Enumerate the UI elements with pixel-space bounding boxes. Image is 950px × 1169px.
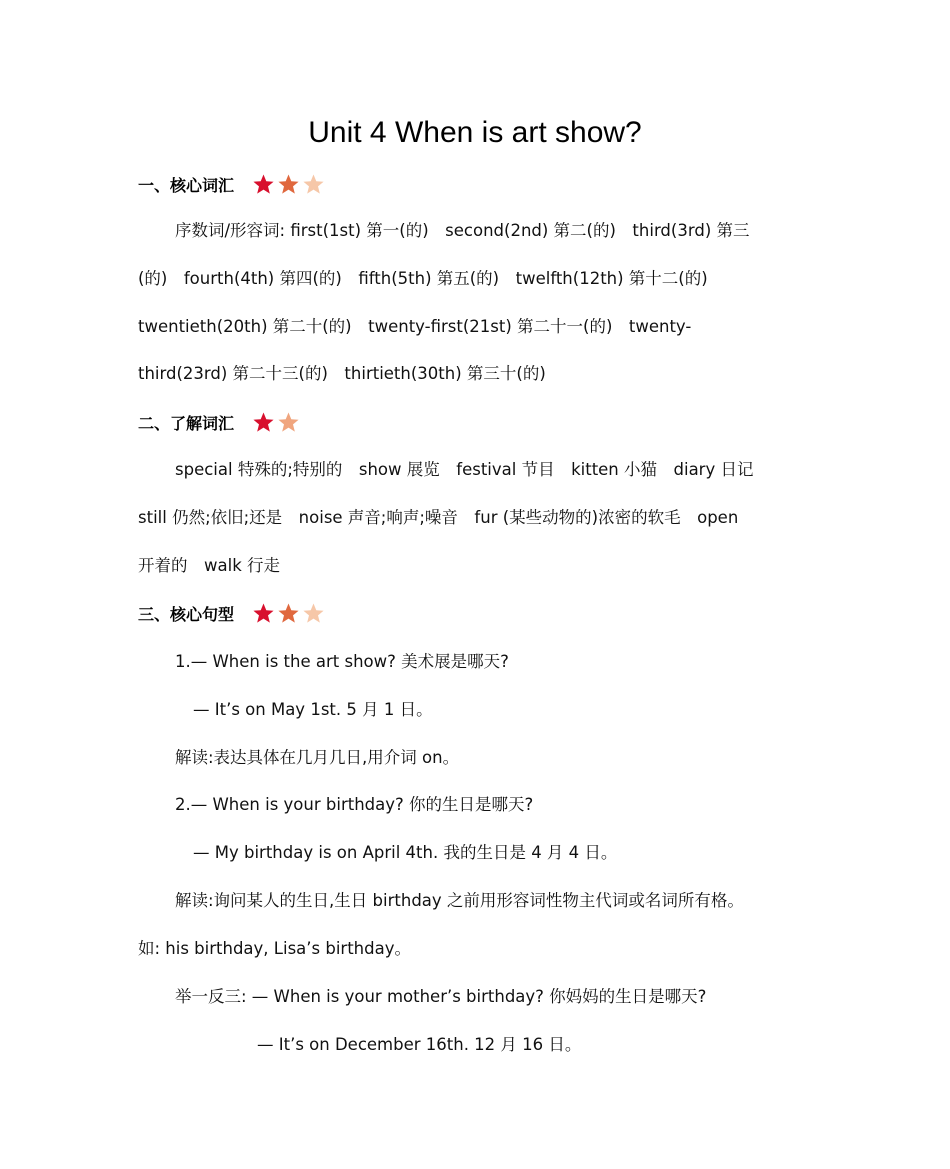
section-heading-label: 二、了解词汇 — [138, 413, 235, 433]
star-icon — [302, 602, 325, 625]
vocab-line: twentieth(20th) 第二十(的) twenty-first(21st) 第二十一(的) twenty- — [138, 317, 692, 336]
section-heading-core-vocab — [138, 170, 325, 198]
section-heading-extra-vocab — [138, 408, 300, 436]
star-icon — [252, 411, 275, 434]
vocab-line: 序数词/形容词: first(1st) 第一(的) second(2nd) 第二(的) third(3rd) 第三 — [175, 221, 750, 240]
vocab-line: 开着的 walk 行走 — [138, 556, 280, 575]
page-title: Unit 4 When is art show? — [308, 116, 642, 149]
star-icon — [252, 602, 275, 625]
example-question: 举一反三: — When is your mother’s birthday? 你妈妈的生日是哪天? — [175, 987, 707, 1006]
sentence-answer: — It’s on May 1st. 5 月 1 日。 — [193, 700, 433, 719]
sentence-question: 2.— When is your birthday? 你的生日是哪天? — [175, 795, 534, 814]
vocab-line: still 仍然;依旧;还是 noise 声音;响声;噪音 fur (某些动物的)浓密的软毛 open — [138, 508, 739, 527]
rating-stars — [252, 173, 325, 196]
sentence-answer: — My birthday is on April 4th. 我的生日是 4 月 4 日。 — [193, 843, 618, 862]
star-icon — [252, 173, 275, 196]
example-answer: — It’s on December 16th. 12 月 16 日。 — [257, 1035, 582, 1054]
sentence-note: 解读:询问某人的生日,生日 birthday 之前用形容词性物主代词或名词所有格。 — [175, 891, 744, 910]
section-heading-label: 一、核心词汇 — [138, 175, 235, 195]
star-icon — [277, 411, 300, 434]
vocab-line: (的) fourth(4th) 第四(的) fifth(5th) 第五(的) twelfth(12th) 第十二(的) — [138, 269, 708, 288]
vocab-line: third(23rd) 第二十三(的) thirtieth(30th) 第三十(的) — [138, 364, 546, 383]
star-icon — [277, 173, 300, 196]
star-icon — [302, 173, 325, 196]
sentence-note: 解读:表达具体在几月几日,用介词 on。 — [175, 748, 460, 767]
section-heading-label: 三、核心句型 — [138, 604, 235, 624]
star-icon — [277, 602, 300, 625]
sentence-question: 1.— When is the art show? 美术展是哪天? — [175, 652, 509, 671]
rating-stars — [252, 602, 325, 625]
vocab-line: special 特殊的;特别的 show 展览 festival 节目 kitten 小猫 diary 日记 — [175, 460, 754, 479]
sentence-note: 如: his birthday, Lisa’s birthday。 — [138, 939, 411, 958]
rating-stars — [252, 411, 300, 434]
section-heading-core-sentences — [138, 599, 325, 627]
